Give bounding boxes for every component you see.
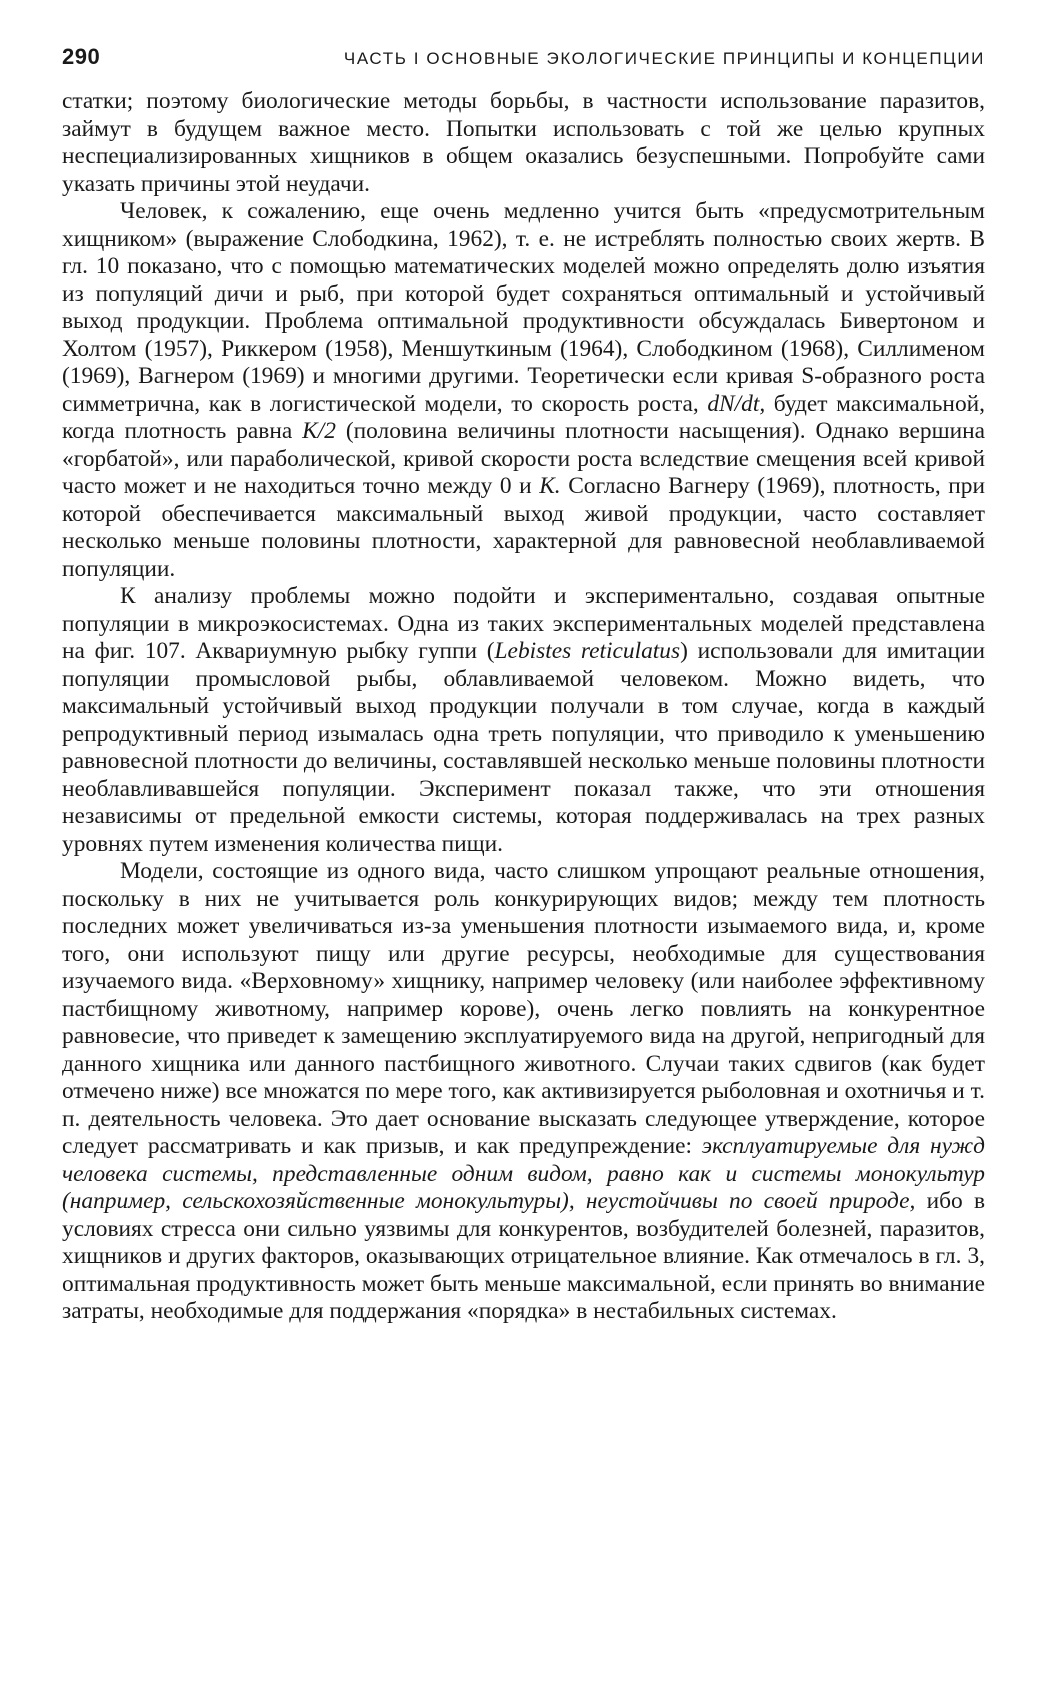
paragraph-experiment [62,583,985,858]
text-segment: Согласно Вагнеру (1969), плотность, при которой обеспечивается максимальный выход живой продукции, часто составляет несколько меньше половины плотности, характерной для равновесной необлавливаемой популяции. [62,473,985,582]
page-number: 290 [62,44,101,69]
paragraph-continuation [62,88,985,198]
italic-text-segment: K/2 [302,418,336,444]
text-segment: статки; поэтому биологические методы борьбы, в частности использование паразитов, займут в будущем важное место. Попытки использовать с той же целью крупных неспециализированных хищников в общем оказались безуспешными. Попробуйте сами указать причины этой неудачи. [62,88,985,197]
running-head: ЧАСТЬ I ОСНОВНЫЕ ЭКОЛОГИЧЕСКИЕ ПРИНЦИПЫ И КОНЦЕПЦИИ [343,49,985,68]
text-segment: К анализу проблемы можно подойти и экспериментально, создавая опытные популяции в микроэкосистемах. Одна из таких экспериментальных моделей представлена на фиг. 107. Аквариумную рыбку гуппи ( [62,583,985,664]
page-header [62,44,985,74]
paragraph-single-species-models [62,858,985,1326]
italic-text-segment: эксплуатируемые для нужд человека системы, представленные одним видом, равно как и системы монокультур (например, сельскохозяйственные монокультуры), неустойчивы по своей природе, [62,1133,985,1214]
italic-text-segment: dN/dt, [707,390,766,417]
document-page [62,44,985,1326]
text-segment: ибо в условиях стресса они сильно уязвимы для конкурентов, возбудителей болезней, паразитов, хищников и других факторов, оказывающих отрицательное влияние. Как отмечалось в гл. 3, оптимальная продуктивность может быть меньше максимальной, если принять во внимание затраты, необходимые для поддержания «порядка» в нестабильных системах. [62,1188,986,1324]
italic-text-segment: Lebistes reticulatus [494,638,681,664]
paragraph-prudent-predator [62,198,985,583]
text-segment: (половина величины плотности насыщения). Однако вершина «горбатой», или параболической, кривой скорости роста вследствие смещения всей кривой часто может и не находиться точно между 0 и [62,418,985,499]
italic-text-segment: K. [539,473,561,499]
body-text [62,88,985,1326]
text-segment: Человек, к сожалению, еще очень медленно учится быть «предусмотрительным хищником» (выражение Слободкина, 1962), т. е. не истреблять полностью своих жертв. В гл. 10 показано, что с помощью математических моделей можно определять долю изъятия из популяций дичи и рыб, при которой будет сохраняться оптимальный и устойчивый выход продукции. Проблема оптимальной продуктивности обсуждалась Бивертоном и Холтом (1957), Риккером (1958), Меншуткиным (1964), Слободкином (1968), Силлименом (1969), Вагнером (1969) и многими другими. Теоретически если кривая S-образного роста симметрична, как в логистической модели, то скорость роста, [62,198,985,417]
text-segment: Модели, состоящие из одного вида, часто слишком упрощают реальные отношения, поскольку в них не учитывается роль конкурирующих видов; между тем плотность последних может увеличиваться из-за уменьшения плотности изымаемого вида, и, кроме того, они используют пищу или другие ресурсы, необходимые для существования изучаемого вида. «Верховному» хищнику, например человеку (или наиболее эффективному пастбищному животному, например корове), очень легко повлиять на конкурентное равновесие, что приведет к замещению эксплуатируемого вида на другой, непригодный для данного хищника или данного пастбищного животного. Случаи таких сдвигов (как будет отмечено ниже) все множатся по мере того, как активизируется рыболовная и охотничья и т. п. деятельность человека. Это дает основание высказать следующее утверждение, которое следует рассматривать и как призыв, и как предупреждение: [62,858,985,1159]
text-segment: ) использовали для имитации популяции промысловой рыбы, облавливаемой человеком. Можно видеть, что максимальный устойчивый выход продукции получали в том случае, когда в каждый репродуктивный период изымалась одна треть популяции, что приводило к уменьшению равновесной плотности до величины, составлявшей несколько меньше половины плотности необлавливавшейся популяции. Эксперимент показал также, что эти отношения независимы от предельной емкости системы, которая поддерживалась на трех разных уровнях путем изменения количества пищи. [62,638,986,857]
text-segment: будет максимальной, когда плотность равна [62,390,985,444]
